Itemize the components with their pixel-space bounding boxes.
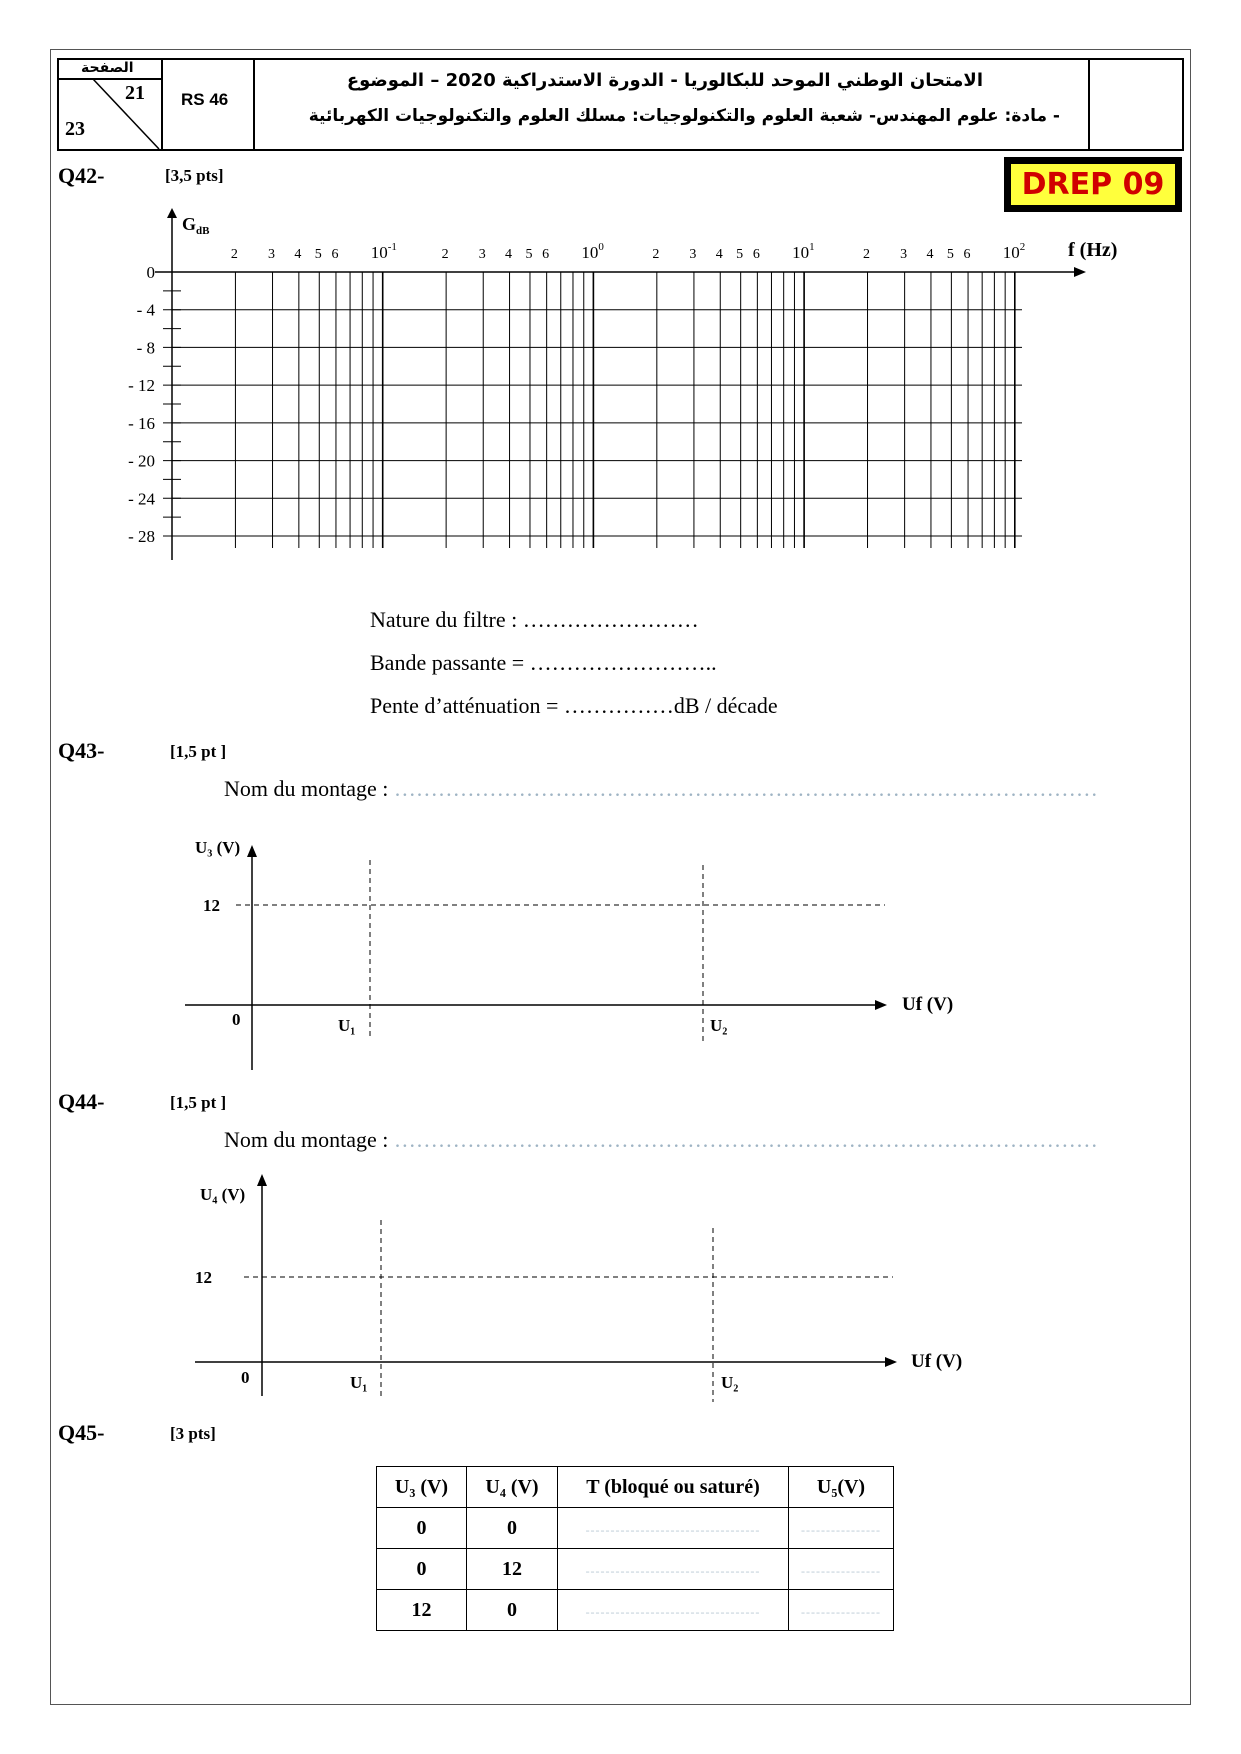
table-row bbox=[377, 1590, 894, 1631]
header-u5: U₅(V) bbox=[789, 1467, 894, 1508]
x-decade-label: $10^0$ bbox=[581, 241, 604, 262]
y-tick-label: - 28 bbox=[128, 527, 155, 546]
x-minor-label: 6 bbox=[752, 247, 760, 262]
bode-grid bbox=[163, 272, 1022, 548]
cell-u3: 0 bbox=[377, 1549, 467, 1590]
x-minor-label: 5 bbox=[736, 247, 744, 262]
q44-chart bbox=[0, 1170, 1241, 1410]
cell-u5-answer[interactable] bbox=[789, 1508, 894, 1549]
fill-u5: ---------------- bbox=[801, 1522, 881, 1537]
x-minor-label: 3 bbox=[268, 247, 276, 262]
q43-u2: U₂ bbox=[710, 1016, 728, 1035]
q43-ytick: 12 bbox=[203, 896, 220, 915]
fill-t: ----------------------------------- bbox=[585, 1563, 761, 1578]
x-minor-label: 3 bbox=[900, 247, 908, 262]
q43-xlabel: Uf (V) bbox=[902, 994, 954, 1015]
q44-label: Q44- bbox=[58, 1089, 105, 1114]
exam-subtitle: - مادة: علوم المهندس- شعبة العلوم والتكنولوجيات: مسلك العلوم والتكنولوجيات الكهربائية bbox=[308, 106, 1060, 126]
q43-origin: 0 bbox=[232, 1010, 241, 1029]
x-minor-label: 6 bbox=[963, 247, 971, 262]
code-cell bbox=[163, 60, 255, 149]
bode-xlabel: f (Hz) bbox=[1068, 239, 1118, 261]
cell-u4: 0 bbox=[467, 1508, 558, 1549]
cell-t-answer[interactable] bbox=[558, 1549, 789, 1590]
q44-u1: U₁ bbox=[350, 1373, 368, 1392]
x-minor-label: 4 bbox=[505, 247, 513, 262]
q43-montage-dots: …………………………………………………………………………………… bbox=[393, 776, 1098, 801]
x-minor-label: 2 bbox=[230, 247, 238, 262]
cell-t-answer[interactable] bbox=[558, 1508, 789, 1549]
page-number-cell bbox=[59, 60, 163, 149]
x-minor-label: 3 bbox=[689, 247, 697, 262]
y-tick-label: - 20 bbox=[128, 451, 155, 471]
q44-ylabel: U₄ (V) bbox=[200, 1185, 246, 1204]
q43-u1: U₁ bbox=[338, 1016, 356, 1035]
fill-t: ----------------------------------- bbox=[585, 1522, 761, 1537]
bode-chart bbox=[0, 200, 1241, 570]
y-tick-label: - 12 bbox=[128, 376, 155, 396]
subject-code: RS 46 bbox=[181, 90, 229, 109]
y-tick-label: - 24 bbox=[128, 489, 155, 509]
page-label: الصفحة bbox=[81, 60, 134, 76]
cell-u4: 12 bbox=[467, 1549, 558, 1590]
cell-t-answer[interactable] bbox=[558, 1590, 789, 1631]
q44-montage bbox=[224, 1127, 1098, 1153]
table-header-row bbox=[377, 1467, 894, 1508]
exam-title: الامتحان الوطني الموحد للبكالوريا - الدورة الاستدراكية 2020 – الموضوع bbox=[346, 70, 983, 91]
q43-ylabel: U₃ (V) bbox=[195, 838, 241, 857]
q42-points: [3,5 pts] bbox=[165, 166, 224, 185]
q43-label: Q43- bbox=[58, 738, 105, 763]
q44-origin: 0 bbox=[241, 1368, 250, 1387]
x-minor-label: 5 bbox=[314, 247, 322, 262]
x-minor-label: 6 bbox=[331, 247, 339, 262]
q44-montage-dots: …………………………………………………………………………………… bbox=[393, 1127, 1098, 1152]
bode-labels bbox=[128, 241, 1025, 546]
q45-points: [3 pts] bbox=[170, 1424, 216, 1443]
x-minor-label: 3 bbox=[478, 247, 486, 262]
y-tick-label: 0 bbox=[146, 263, 155, 282]
table-row bbox=[377, 1508, 894, 1549]
q43-chart bbox=[0, 835, 1241, 1075]
page-total: 23 bbox=[65, 118, 85, 140]
y-tick-label: - 16 bbox=[128, 413, 155, 433]
q43-montage bbox=[224, 776, 1098, 802]
title-cell bbox=[255, 60, 1090, 149]
y-tick-label: - 8 bbox=[136, 338, 155, 358]
header-u4: U₄ (V) bbox=[467, 1467, 558, 1508]
x-decade-label: $10^2$ bbox=[1002, 241, 1026, 262]
x-minor-label: 6 bbox=[542, 247, 550, 262]
x-minor-label: 2 bbox=[441, 247, 449, 262]
fill-u5: ---------------- bbox=[801, 1563, 881, 1578]
q45-table bbox=[376, 1466, 894, 1631]
cell-u3: 12 bbox=[377, 1590, 467, 1631]
q44-points: [1,5 pt ] bbox=[170, 1093, 227, 1112]
x-minor-label: 4 bbox=[294, 247, 302, 262]
drep-label: DREP 09 bbox=[1010, 163, 1176, 206]
exam-header bbox=[57, 58, 1184, 151]
x-minor-label: 4 bbox=[715, 247, 723, 262]
y-tick-label: - 4 bbox=[136, 300, 155, 320]
x-minor-label: 4 bbox=[926, 247, 934, 262]
x-minor-label: 2 bbox=[652, 247, 660, 262]
cell-u4: 0 bbox=[467, 1590, 558, 1631]
q44-ytick: 12 bbox=[195, 1268, 212, 1287]
page-number: 21 bbox=[125, 82, 145, 104]
x-minor-label: 5 bbox=[946, 247, 954, 262]
header-u3: U₃ (V) bbox=[377, 1467, 467, 1508]
cell-u5-answer[interactable] bbox=[789, 1590, 894, 1631]
table-row bbox=[377, 1549, 894, 1590]
x-decade-label: $10^{-1}$ bbox=[370, 241, 397, 262]
fill-t: ----------------------------------- bbox=[585, 1604, 761, 1619]
q43-points: [1,5 pt ] bbox=[170, 742, 227, 761]
x-minor-label: 2 bbox=[863, 247, 871, 262]
bode-ylabel: $G_{dB}$ bbox=[182, 214, 210, 237]
q44-xlabel: Uf (V) bbox=[911, 1351, 963, 1372]
nature-filtre: Nature du filtre : …………………… bbox=[370, 607, 699, 632]
q42-label: Q42- bbox=[58, 163, 105, 188]
x-decade-label: $10^1$ bbox=[792, 241, 815, 262]
q44-montage-label: Nom du montage : bbox=[224, 1127, 394, 1152]
bode-y-arrow bbox=[167, 208, 177, 218]
bande-passante: Bande passante = …………………….. bbox=[370, 650, 717, 675]
q45-label: Q45- bbox=[58, 1420, 105, 1445]
cell-u5-answer[interactable] bbox=[789, 1549, 894, 1590]
header-t: T (bloqué ou saturé) bbox=[558, 1467, 789, 1508]
q43-montage-label: Nom du montage : bbox=[224, 776, 394, 801]
fill-u5: ---------------- bbox=[801, 1604, 881, 1619]
cell-u3: 0 bbox=[377, 1508, 467, 1549]
bode-x-arrow bbox=[1074, 267, 1086, 277]
x-minor-label: 5 bbox=[525, 247, 533, 262]
pente-attenuation: Pente d’atténuation = ……………dB / décade bbox=[370, 693, 778, 718]
q44-u2: U₂ bbox=[721, 1373, 739, 1392]
